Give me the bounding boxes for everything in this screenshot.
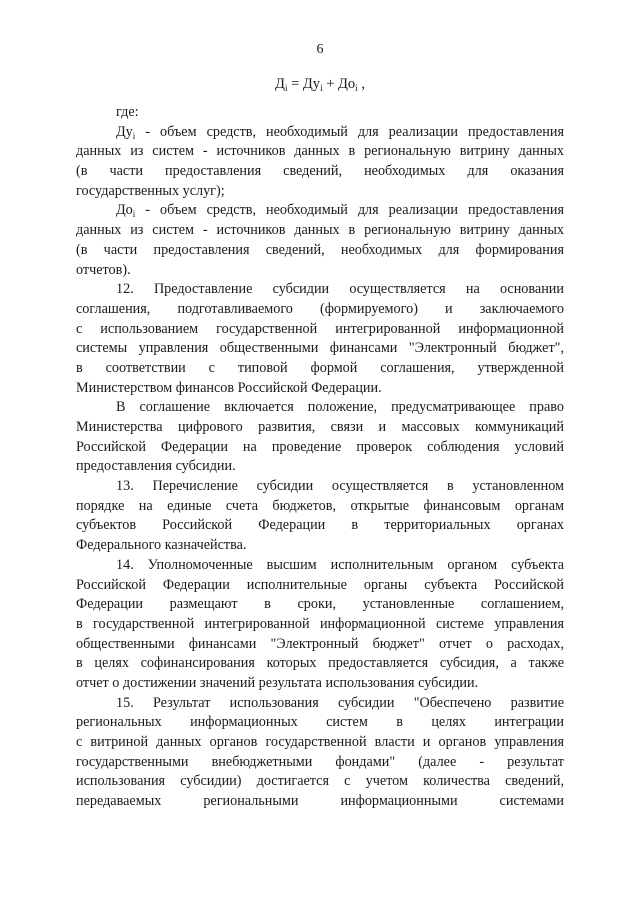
text-line: (в части предоставления сведений, необходимых для оказания <box>76 163 564 180</box>
text-line: Федерального казначейства. <box>76 537 247 554</box>
text-line: 14. Уполномоченные высшим исполнительным органом субъекта <box>116 556 564 573</box>
where-label: где: <box>116 104 139 120</box>
dy-definition-first: $Ду_i$ - объем средств, необходимый для реализации предоставления <box>116 123 564 141</box>
dy-definition <box>76 142 564 201</box>
text-line: Российской Федерации на проведение проверок соблюдения условий <box>76 438 564 455</box>
do-definition-first: $До_i$ - объем средств, необходимый для реализации предоставления <box>116 202 564 220</box>
paragraph-12-agreement <box>76 398 564 477</box>
text-line: общественными финансами "Электронный бюджет" отчет о расходах, <box>76 635 564 652</box>
page-number: 6 <box>316 42 324 57</box>
text-line: данных из систем - источников данных в региональную витрину данных <box>76 143 564 160</box>
text-line: данных из систем - источников данных в региональную витрину данных <box>76 222 564 239</box>
text-line: Федерации размещают в сроки, установленные соглашением, <box>76 596 564 613</box>
do-definition <box>76 221 564 280</box>
text-line: Министерства цифрового развития, связи и массовых коммуникаций <box>76 419 564 435</box>
text-line: субъектов Российской Федерации в территориальных органах <box>76 517 564 534</box>
text-line: передаваемых региональными информационными системами <box>76 793 564 810</box>
text-line: системы управления общественными финансами "Электронный бюджет", <box>76 340 564 357</box>
text-line: В соглашение включается положение, предусматривающее право <box>116 399 564 416</box>
text-line: государственными внебюджетными фондами" (далее - результат <box>76 753 564 770</box>
text-line: 13. Перечисление субсидии осуществляется в установленном <box>116 478 564 495</box>
formula: $Д_i = Ду_i + До_i$ , <box>275 76 365 93</box>
paragraph-14 <box>76 556 564 694</box>
text-line: 15. Результат использования субсидии "Обеспечено развитие <box>116 694 564 711</box>
text-line: отчетов). <box>76 261 131 278</box>
document-body <box>76 103 564 812</box>
text-line: соглашения, подготавливаемого (формируемого) и заключаемого <box>76 300 564 317</box>
text-line: Министерством финансов Российской Федерации. <box>76 379 382 396</box>
text-line: 12. Предоставление субсидии осуществляется на основании <box>116 281 564 298</box>
text-line: в государственной интегрированной информационной системе управления <box>76 615 564 632</box>
text-line: порядке на единые счета бюджетов, открытые финансовым органам <box>76 497 564 514</box>
text-line: в целях софинансирования которых предоставляется субсидия, а также <box>76 655 564 672</box>
text-line: использования субсидии) достигается с учетом количества сведений, <box>76 773 564 790</box>
text-line: предоставления субсидии. <box>76 458 236 475</box>
text-line: Российской Федерации исполнительные органы субъекта Российской <box>76 576 564 593</box>
text-line: (в части предоставления сведений, необходимых для формирования <box>76 241 564 258</box>
text-line: отчет о достижении значений результата использования субсидии. <box>76 674 479 691</box>
text-line: государственных услуг); <box>76 182 225 199</box>
text-line: с использованием государственной интегрированной информационной <box>76 320 564 337</box>
paragraph-15 <box>76 694 564 812</box>
text-line: региональных информационных систем в целях интеграции <box>76 714 564 731</box>
paragraph-13 <box>76 477 564 556</box>
paragraph-12 <box>76 280 564 398</box>
text-line: в соответствии с типовой формой соглашения, утвержденной <box>76 359 564 376</box>
formula-lhs: Д <box>275 76 285 92</box>
text-line: с витриной данных органов государственной власти и органов управления <box>76 734 564 750</box>
